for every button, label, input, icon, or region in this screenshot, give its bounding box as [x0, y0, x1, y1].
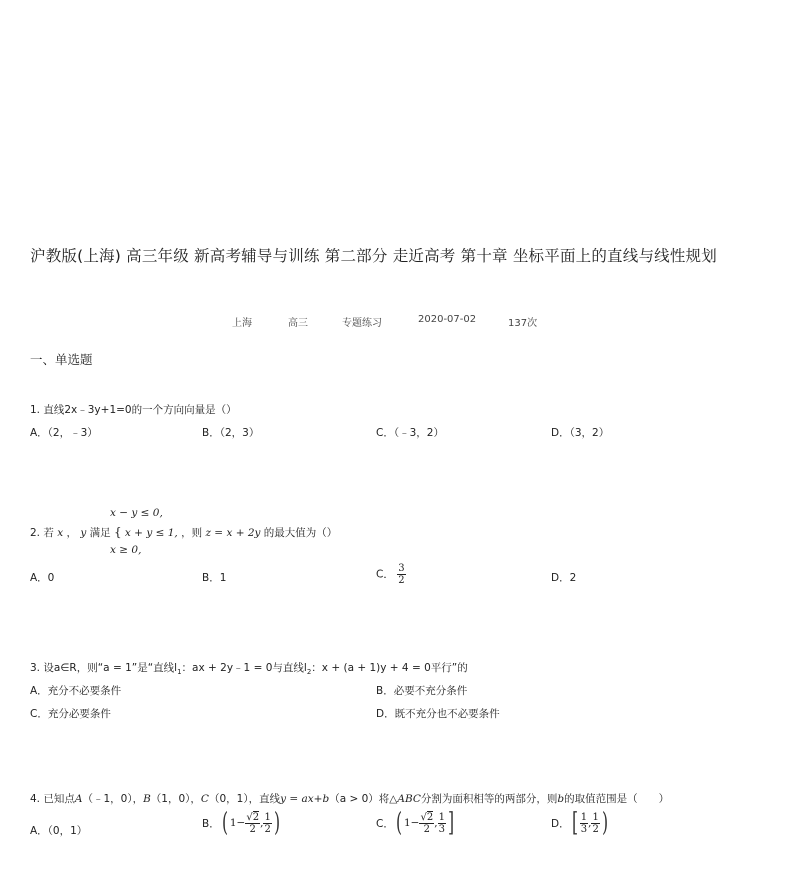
right-paren: ) — [601, 808, 608, 838]
question-4-text-7: 的取值范围是（ ） — [564, 793, 670, 805]
question-3-stem-part-2: ：ax + 2y﹣1 = 0与直线l — [181, 662, 307, 674]
fraction-denominator: 2 — [249, 823, 256, 835]
question-4-text-3: （1，0）， — [150, 793, 201, 805]
question-4-option-b[interactable] — [202, 808, 282, 838]
fraction-sqrt2-over-2 — [245, 812, 260, 835]
question-4-text-4: （0，1），直线 — [208, 793, 281, 805]
left-paren: ( — [221, 808, 228, 838]
question-4-text-5: （a > 0）将 — [329, 793, 390, 805]
question-2-option-b[interactable]: B．1 — [202, 572, 227, 584]
question-3-option-b[interactable]: B．必要不充分条件 — [376, 685, 468, 697]
fraction-numerator: 1 — [580, 811, 588, 823]
fraction-numerator — [245, 812, 260, 824]
left-bracket: [ — [571, 808, 578, 838]
question-2-constraint-3: x ≥ 0, — [110, 544, 142, 556]
point-a: A — [74, 793, 83, 805]
question-1-option-c[interactable]: C．（﹣3，2） — [376, 427, 444, 439]
question-2-var-y: y — [80, 527, 87, 539]
question-2-prefix: 2. 若 — [30, 527, 54, 539]
question-4-option-c[interactable] — [376, 808, 456, 838]
meta-date: 2020-07-02 — [418, 314, 477, 325]
point-b: B — [143, 793, 151, 805]
question-2-option-c[interactable] — [376, 563, 406, 586]
question-2-objective: z = x + 2y — [205, 527, 261, 539]
question-2-constraint-1: x − y ≤ 0, — [110, 507, 163, 519]
question-2-option-c-label: C． — [376, 568, 394, 581]
section-title: 一、单选题 — [30, 352, 93, 367]
question-2-constraint-2: x + y ≤ 1, — [124, 527, 178, 539]
page-title: 沪教版(上海) 高三年级 新高考辅导与训练 第二部分 走近高考 第十章 坐标平面上的直线与线性规划 — [30, 247, 717, 265]
radicand: 2 — [252, 811, 260, 823]
question-2-var-x: x — [57, 527, 64, 539]
fraction-one-third — [580, 812, 588, 835]
question-1-option-b[interactable]: B．（2，3） — [202, 427, 260, 439]
question-4-option-d[interactable] — [551, 808, 610, 838]
question-2-option-d[interactable]: D．2 — [551, 572, 577, 584]
triangle-abc: △ABC — [389, 793, 421, 805]
fraction-3-2 — [397, 563, 405, 586]
question-2-comma: ， — [66, 527, 77, 539]
line-equation: y = ax+b — [280, 793, 330, 805]
fraction-numerator: 3 — [398, 563, 405, 574]
fraction-numerator: 1 — [592, 811, 599, 823]
fraction-sqrt2-over-2 — [419, 812, 434, 835]
fraction-denominator: 3 — [438, 823, 445, 835]
fraction-one-third — [438, 812, 446, 835]
question-3-subscript-1: 1 — [177, 668, 182, 677]
sqrt-icon: √ — [246, 811, 253, 823]
question-4-option-c-label: C． — [376, 817, 394, 830]
question-3-option-d[interactable]: D．既不充分也不必要条件 — [376, 708, 500, 720]
comma: , — [434, 817, 438, 829]
question-3-option-c[interactable]: C．充分必要条件 — [30, 708, 111, 720]
question-4-text-6: 分割为面积相等的两部分，则 — [420, 793, 558, 805]
fraction-numerator: 1 — [264, 811, 271, 823]
fraction-denominator: 2 — [264, 823, 271, 835]
left-paren: ( — [395, 808, 402, 838]
question-4-option-d-label: D． — [551, 817, 570, 830]
question-4-text-1: 4. 已知点 — [30, 793, 75, 805]
fraction-denominator: 2 — [398, 575, 405, 586]
fraction-denominator: 2 — [423, 823, 431, 835]
question-4-option-b-label: B． — [202, 817, 220, 830]
question-3-stem — [30, 660, 468, 676]
question-2-option-a[interactable]: A．0 — [30, 572, 55, 584]
question-3-option-a[interactable]: A．充分不必要条件 — [30, 685, 122, 697]
question-2-then: ，则 — [181, 527, 203, 539]
fraction-one-half — [591, 812, 599, 835]
fraction-one-half — [263, 812, 271, 835]
question-3-subscript-2: 2 — [306, 668, 312, 677]
meta-views: 137次 — [508, 318, 538, 329]
one-minus: 1− — [404, 817, 420, 829]
comma: , — [260, 817, 264, 829]
fraction-denominator: 3 — [580, 823, 588, 835]
comma: , — [588, 817, 592, 829]
radicand: 2 — [426, 811, 434, 823]
question-1-stem: 1. 直线2x﹣3y+1=0的一个方向向量是（） — [30, 404, 237, 416]
sqrt-icon: √ — [420, 811, 427, 823]
right-bracket: ] — [447, 808, 455, 838]
question-4-stem — [30, 791, 669, 806]
fraction-numerator: 1 — [438, 811, 445, 823]
meta-grade[interactable]: 高三 — [288, 318, 308, 329]
question-1-option-d[interactable]: D．（3，2） — [551, 427, 610, 439]
question-3-stem-part-1: 3. 设a∈R，则“a = 1”是“直线l — [30, 662, 178, 674]
fraction-numerator — [419, 812, 434, 824]
question-4-option-a[interactable]: A．（0，1） — [30, 825, 88, 837]
question-3-stem-part-3: ：x + (a + 1)y + 4 = 0平行”的 — [311, 662, 468, 674]
point-c: C — [200, 793, 209, 805]
question-4-text-2: （﹣1，0）， — [82, 793, 144, 805]
right-paren: ) — [273, 808, 280, 838]
question-2-suffix: 的最大值为（） — [263, 527, 338, 539]
fraction-denominator: 2 — [592, 823, 599, 835]
meta-region[interactable]: 上海 — [232, 318, 252, 329]
meta-type[interactable]: 专题练习 — [342, 318, 382, 329]
variable-b: b — [557, 793, 565, 805]
question-2-stem — [30, 525, 337, 540]
one-minus: 1− — [229, 817, 246, 829]
question-1-option-a[interactable]: A．（2，﹣3） — [30, 427, 98, 439]
question-2-satisfy: 满足 — [89, 527, 111, 539]
question-2-brace: { — [113, 525, 122, 539]
